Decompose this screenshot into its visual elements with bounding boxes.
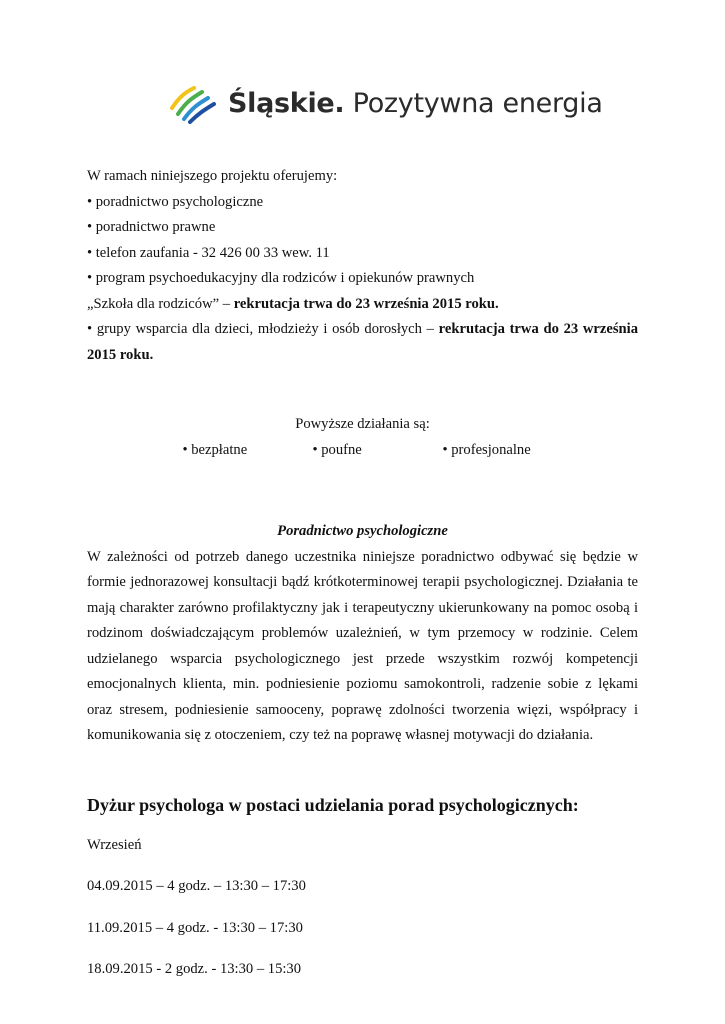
logo-tagline: Pozytywna energia <box>352 87 603 119</box>
support-groups-recruitment: rekrutacja trwa do 23 września 2015 roku. <box>87 321 638 363</box>
schedule-entry: 11.09.2015 – 4 godz. - 13:30 – 17:30 <box>87 919 303 936</box>
feature-item: • bezpłatne <box>182 441 248 458</box>
activities-heading: Powyższe działania są: <box>295 416 430 432</box>
section-title: Poradnictwo psychologiczne <box>277 523 448 539</box>
logo-brand: Śląskie. <box>228 87 345 119</box>
section-body: W zależności od potrzeb danego uczestnika niniejsze poradnictwo odbywać się będzie w formie jednorazowej konsultacji bądź krótkoterminowej terapii psychologicznej. Działania te mają charakter zarówno profilaktyczny jak i terapeutyczny ukierunkowany na pomoc osobą i rodzinom doświadczającym problemów uzależnień, w tym przemocy w rodzinie. Celem udzielanego wsparcia psychologicznego jest przede wszystkim rozwój kompetencji emocjonalnych klienta, min. podniesienie poziomu samokontroli, radzenie sobie z lękami oraz stresem, podniesienie samooceny, poprawę zdolności tworzenia więzi, współpracy i komunikowania się z otoczeniem, czy też na poprawę własnej motywacji do działania. <box>87 548 638 743</box>
school-program-line <box>87 292 638 318</box>
slaskie-logo-icon <box>168 82 218 124</box>
offer-item: • poradnictwo psychologiczne <box>87 193 264 210</box>
offer-item: • telefon zaufania - 32 426 00 33 wew. 11 <box>87 244 330 261</box>
month-label: Wrzesień <box>87 836 142 853</box>
logo <box>168 82 603 124</box>
offer-item: • program psychoedukacyjny dla rodziców i opiekunów prawnych <box>87 270 475 286</box>
feature-item: • profesjonalne <box>442 441 531 458</box>
support-groups-text: • grupy wsparcia dla dzieci, młodzieży i osób dorosłych – <box>87 321 439 337</box>
school-recruitment: rekrutacja trwa do 23 września 2015 roku. <box>233 295 499 312</box>
offer-item: • poradnictwo prawne <box>87 219 216 235</box>
schedule-entry: 04.09.2015 – 4 godz. – 13:30 – 17:30 <box>87 878 306 894</box>
support-groups-line <box>87 317 638 368</box>
intro-text: W ramach niniejszego projektu oferujemy: <box>87 168 338 184</box>
duty-heading: Dyżur psychologa w postaci udzielania porad psychologicznych: <box>87 794 579 815</box>
logo-text <box>228 88 603 119</box>
document-body <box>87 164 638 983</box>
feature-item: • poufne <box>312 441 362 458</box>
features-row <box>87 438 638 464</box>
school-program-name: „Szkoła dla rodziców” – <box>87 295 234 312</box>
schedule-entry: 18.09.2015 - 2 godz. - 13:30 – 15:30 <box>87 961 302 977</box>
